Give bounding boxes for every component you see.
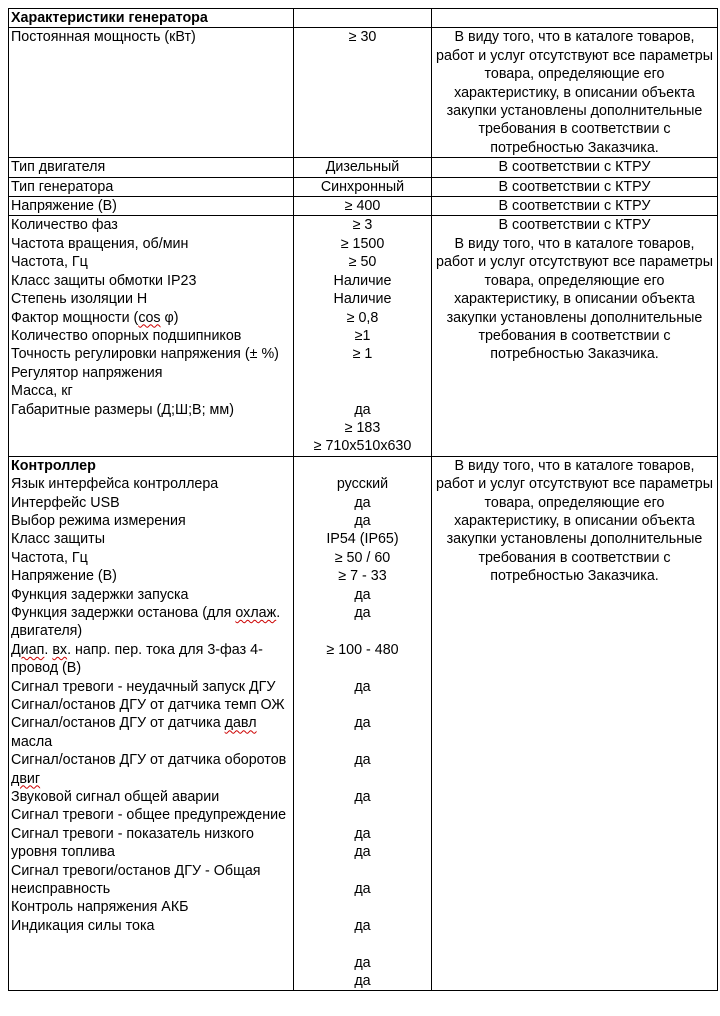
- empty-cell: [296, 457, 429, 475]
- row-value: ≥ 30: [294, 28, 432, 158]
- spellcheck-mark: охлаж: [235, 604, 277, 621]
- row-value: да: [354, 715, 371, 732]
- row-label: Сигнал/останов ДГУ от датчика оборотов двиг: [11, 752, 287, 787]
- section-title-controller: Контроллер: [11, 457, 96, 474]
- row-value: ≥ 100 - 480: [326, 641, 399, 658]
- spellcheck-mark: давл: [224, 715, 257, 732]
- row-value: да: [354, 788, 371, 805]
- row-value: да: [354, 678, 371, 695]
- row-value: да: [354, 844, 371, 861]
- row-note: [432, 28, 718, 158]
- spellcheck-mark: двиг: [11, 770, 41, 787]
- row-label: Количество фаз: [11, 217, 118, 234]
- table-group: [9, 456, 718, 991]
- group-values: [294, 216, 432, 456]
- row-label: Сигнал тревоги - неудачный запуск ДГУ: [11, 678, 276, 695]
- row-value: да: [354, 972, 371, 989]
- empty-cell: [294, 9, 432, 28]
- row-value: [296, 364, 429, 401]
- row-value: ≥ 50 / 60: [334, 549, 391, 566]
- generator-spec-table: [8, 8, 718, 991]
- row-value: да: [354, 512, 371, 529]
- row-label: Тип двигателя: [9, 158, 294, 177]
- group-labels: [9, 456, 294, 991]
- row-value: да: [354, 604, 371, 621]
- note-text: В виду того, что в каталоге товаров, работ и услуг отсутствуют все параметры товара, определяющие его характеристику, в описании объекта закупки установлены дополнительные требования в соответствии с потребностью Заказчика.: [436, 235, 713, 363]
- row-note: В соответствии с КТРУ: [432, 177, 718, 196]
- row-value: да: [354, 917, 371, 934]
- section-title-generator: Характеристики генератора: [9, 9, 294, 28]
- row-label: Индикация силы тока: [11, 917, 155, 934]
- row-label: Напряжение (В): [9, 197, 294, 216]
- row-value: русский: [336, 476, 389, 493]
- row-label: Постоянная мощность (кВт): [9, 28, 294, 158]
- row-label: Функция задержки останова (для охлаж. двигателя): [11, 604, 281, 640]
- row-label: Сигнал тревоги/останов ДГУ - Общая неисправность: [11, 862, 261, 898]
- row-value: ≥ 183: [344, 419, 381, 436]
- row-label: Выбор режима измерения: [11, 512, 186, 529]
- row-value: ≥ 0,8: [346, 309, 379, 326]
- row-label: Класс защиты обмотки IP23: [11, 272, 197, 289]
- row-value: ≥ 710х510х630: [313, 438, 412, 455]
- row-note: В соответствии с КТРУ: [432, 158, 718, 177]
- row-value: ≥ 50: [348, 254, 377, 271]
- row-label: Частота вращения, об/мин: [11, 235, 189, 252]
- row-value: ≥ 1: [352, 346, 373, 363]
- table-row: [9, 197, 718, 216]
- row-value: ≥ 3: [352, 217, 373, 234]
- row-value: ≥ 1500: [340, 235, 385, 252]
- table-group: [9, 216, 718, 456]
- row-value: да: [354, 401, 371, 418]
- table-header-row: [9, 9, 718, 28]
- group-values: [294, 456, 432, 991]
- row-label: Масса, кг: [11, 383, 73, 400]
- row-label: Язык интерфейса контроллера: [11, 476, 219, 493]
- row-value: да: [354, 752, 371, 769]
- note-text: В виду того, что в каталоге товаров, работ и услуг отсутствуют все параметры товара, определяющие его характеристику, в описании объекта закупки установлены дополнительные требования в соответствии с потребностью Заказчика.: [436, 457, 713, 585]
- row-value: Наличие: [333, 272, 392, 289]
- row-value: ≥1: [354, 327, 371, 344]
- row-value: да: [354, 825, 371, 842]
- row-label: Точность регулировки напряжения (± %): [11, 346, 279, 363]
- group-notes: [432, 216, 718, 456]
- row-value: Наличие: [333, 291, 392, 308]
- row-note: В соответствии с КТРУ: [432, 197, 718, 216]
- row-label: Тип генератора: [9, 177, 294, 196]
- spellcheck-mark: cos: [138, 309, 161, 326]
- row-label: Сигнал/останов ДГУ от датчика темп ОЖ: [11, 697, 285, 714]
- empty-cell: [432, 9, 718, 28]
- table-row: [9, 28, 718, 158]
- spellcheck-mark: Диап: [11, 641, 45, 658]
- row-label: Функция задержки запуска: [11, 586, 189, 603]
- group-labels: [9, 216, 294, 456]
- row-label: Диап. вх. напр. пер. тока для 3-фаз 4-провод (В): [11, 641, 263, 677]
- row-label: Частота, Гц: [11, 549, 88, 566]
- row-label: Класс защиты: [11, 531, 105, 548]
- note-text: В виду того, что в каталоге товаров, работ и услуг отсутствуют все параметры товара, определяющие его характеристику, в описании объекта закупки установлены дополнительные требования в соответствии с потребностью Заказчика.: [436, 29, 713, 156]
- row-value: ≥ 400: [294, 197, 432, 216]
- table-row: [9, 177, 718, 196]
- row-label: Количество опорных подшипников: [11, 327, 242, 344]
- row-value: да: [354, 586, 371, 603]
- table-row: [9, 158, 718, 177]
- spellcheck-mark: вх: [52, 641, 68, 658]
- row-label: Сигнал тревоги - общее предупреждение: [11, 807, 287, 824]
- group-notes: [432, 456, 718, 991]
- row-label: Напряжение (В): [11, 568, 117, 585]
- row-value: Дизельный: [294, 158, 432, 177]
- row-value: ≥ 7 - 33: [338, 568, 387, 585]
- row-label: Сигнал/останов ДГУ от датчика давл масла: [11, 715, 257, 750]
- row-label: Регулятор напряжения: [11, 364, 163, 381]
- row-label: Габаритные размеры (Д;Ш;В; мм): [11, 401, 234, 418]
- row-label: Фактор мощности (cos φ): [11, 309, 179, 326]
- row-label: Интерфейс USB: [11, 494, 120, 511]
- row-label: Частота, Гц: [11, 254, 88, 271]
- row-value: да: [354, 494, 371, 511]
- row-label: Сигнал тревоги - показатель низкого уровня топлива: [11, 825, 254, 861]
- row-label: Контроль напряжения АКБ: [11, 899, 189, 916]
- row-label: Звуковой сигнал общей аварии: [11, 789, 220, 806]
- row-value: IP54 (IP65): [326, 531, 399, 548]
- row-note: В соответствии с КТРУ: [498, 217, 651, 234]
- row-value: Синхронный: [294, 177, 432, 196]
- row-value: да: [354, 880, 371, 897]
- row-value: да: [354, 954, 371, 971]
- row-label: Степень изоляции H: [11, 291, 148, 308]
